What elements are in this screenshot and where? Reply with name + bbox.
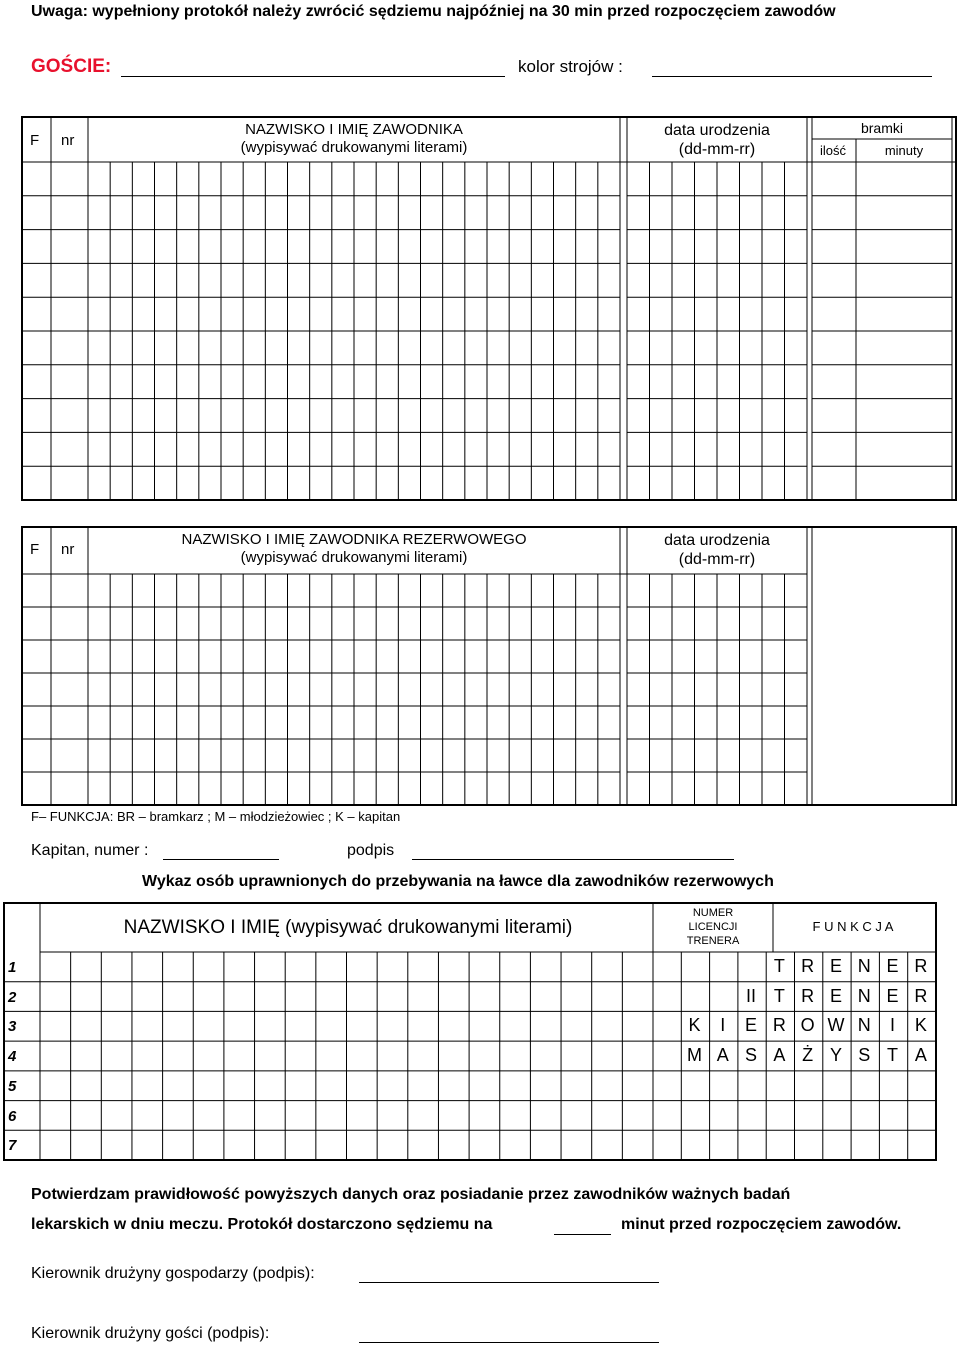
bench-function-letter: E xyxy=(886,985,899,1006)
players-col-birth-format: (dd-mm-rr) xyxy=(678,141,756,159)
guest-manager-label: Kierownik drużyny gości (podpis): xyxy=(31,1325,270,1342)
confirm-line-2b: minut przed rozpoczęciem zawodów. xyxy=(621,1216,902,1233)
bench-function-letter: E xyxy=(829,956,842,976)
bench-col-license xyxy=(657,906,769,948)
bench-title: Wykaz osób uprawnionych do przebywania na ławce dla zawodników rezerwowych xyxy=(142,873,774,890)
bench-row-number: 2 xyxy=(8,988,17,1006)
reserves-col-name-title: NAZWISKO I IMIĘ ZAWODNIKA REZERWOWEGO xyxy=(181,531,527,548)
reserves-col-f: F xyxy=(30,541,40,558)
reserves-col-birth-title: data urodzenia xyxy=(664,532,770,549)
bench-row-number: 1 xyxy=(8,959,17,976)
reserves-col-name xyxy=(88,531,620,567)
players-col-nr: nr xyxy=(61,132,75,149)
host-manager-label: Kierownik drużyny gospodarzy (podpis): xyxy=(31,1265,315,1282)
bench-function-letter: T xyxy=(773,985,785,1006)
bench-row-number: 7 xyxy=(8,1137,17,1155)
bench-row-number: 5 xyxy=(8,1077,17,1095)
bench-function-letter: S xyxy=(858,1045,871,1066)
table-border xyxy=(22,117,956,500)
players-col-name xyxy=(88,121,620,157)
bench-function-letter: N xyxy=(857,956,871,976)
bench-function-letter: N xyxy=(857,985,871,1006)
submission-warning: Uwaga: wypełniony protokół należy zwrócić sędziemu najpóźniej na 30 min przed rozpoczęciem zawodów xyxy=(31,3,836,20)
players-col-birth xyxy=(627,121,807,159)
bench-col-function: F U N K C J A xyxy=(812,919,894,934)
bench-function-letter: K xyxy=(688,1015,701,1036)
bench-col-license-line2: LICENCJI xyxy=(688,921,738,933)
bench-function-letter: R xyxy=(914,956,928,976)
bench-function-letter: I xyxy=(890,1015,896,1036)
players-col-birth-title: data urodzenia xyxy=(664,122,770,139)
table-border xyxy=(22,527,956,805)
bench-function-letter: S xyxy=(745,1045,758,1066)
guests-label: GOŚCIE: xyxy=(31,56,112,77)
players-col-goals-minutes: minuty xyxy=(884,143,924,158)
bench-function-letter: Ż xyxy=(802,1045,814,1066)
bench-function-letter: E xyxy=(829,985,842,1006)
bench-function-letter: I xyxy=(720,1015,726,1036)
bench-function-letter: O xyxy=(800,1015,815,1036)
bench-col-license-line3: TRENERA xyxy=(686,935,740,947)
players-col-goals: bramki xyxy=(860,120,903,136)
confirm-line-2a: lekarskich w dniu meczu. Protokół dostarczono sędziemu na xyxy=(31,1216,493,1233)
bench-function-letter: T xyxy=(773,956,785,976)
captain-number-field[interactable] xyxy=(163,859,279,860)
delivery-minutes-field[interactable] xyxy=(554,1234,611,1235)
bench-col-license-line1: NUMER xyxy=(692,907,734,919)
bench-function-letter: T xyxy=(887,1045,899,1066)
captain-signature-label: podpis xyxy=(347,842,395,859)
bench-col-name: NAZWISKO I IMIĘ (wypisywać drukowanymi literami) xyxy=(123,917,573,938)
bench-function-letter: W xyxy=(827,1015,845,1036)
players-col-name-note: (wypisywać drukowanymi literami) xyxy=(240,139,468,156)
bench-function-letter: R xyxy=(772,1015,786,1036)
bench-function-letter: M xyxy=(686,1045,702,1066)
guest-manager-signature-field[interactable] xyxy=(359,1342,659,1343)
host-manager-signature-field[interactable] xyxy=(359,1282,659,1283)
bench-function-letter: A xyxy=(773,1045,786,1066)
players-col-goals-count: ilość xyxy=(819,143,846,158)
bench-function-letter: N xyxy=(857,1015,871,1036)
reserves-col-nr: nr xyxy=(61,541,75,558)
bench-function-letter: A xyxy=(914,1045,927,1066)
players-col-f: F xyxy=(30,132,40,149)
captain-signature-field[interactable] xyxy=(412,859,734,860)
bench-function-letter: E xyxy=(886,956,899,976)
captain-label: Kapitan, numer : xyxy=(31,842,149,859)
confirm-line-1: Potwierdzam prawidłowość powyższych danych oraz posiadanie przez zawodników ważnych badań xyxy=(31,1186,791,1203)
bench-function-letter: Y xyxy=(829,1045,842,1066)
bench-function-letter: R xyxy=(801,985,815,1006)
bench-function-letter: K xyxy=(914,1015,927,1036)
reserves-col-birth-format: (dd-mm-rr) xyxy=(678,551,756,569)
bench-row-number: 4 xyxy=(8,1048,17,1066)
bench-row-number: 3 xyxy=(8,1018,17,1036)
function-legend: F– FUNKCJA: BR – bramkarz ; M – młodzieżowiec ; K – kapitan xyxy=(31,809,401,824)
bench-function-letter: II xyxy=(746,985,757,1006)
reserves-col-birth xyxy=(627,531,807,569)
bench-function-letter: E xyxy=(745,1015,758,1036)
reserves-col-name-note: (wypisywać drukowanymi literami) xyxy=(240,549,468,566)
kit-color-label: kolor strojów : xyxy=(518,57,623,76)
bench-function-letter: A xyxy=(716,1045,729,1066)
bench-row-number: 6 xyxy=(8,1107,17,1125)
bench-function-letter: R xyxy=(801,956,815,976)
bench-function-letter: R xyxy=(914,985,928,1006)
players-col-name-title: NAZWISKO I IMIĘ ZAWODNIKA xyxy=(245,121,463,138)
